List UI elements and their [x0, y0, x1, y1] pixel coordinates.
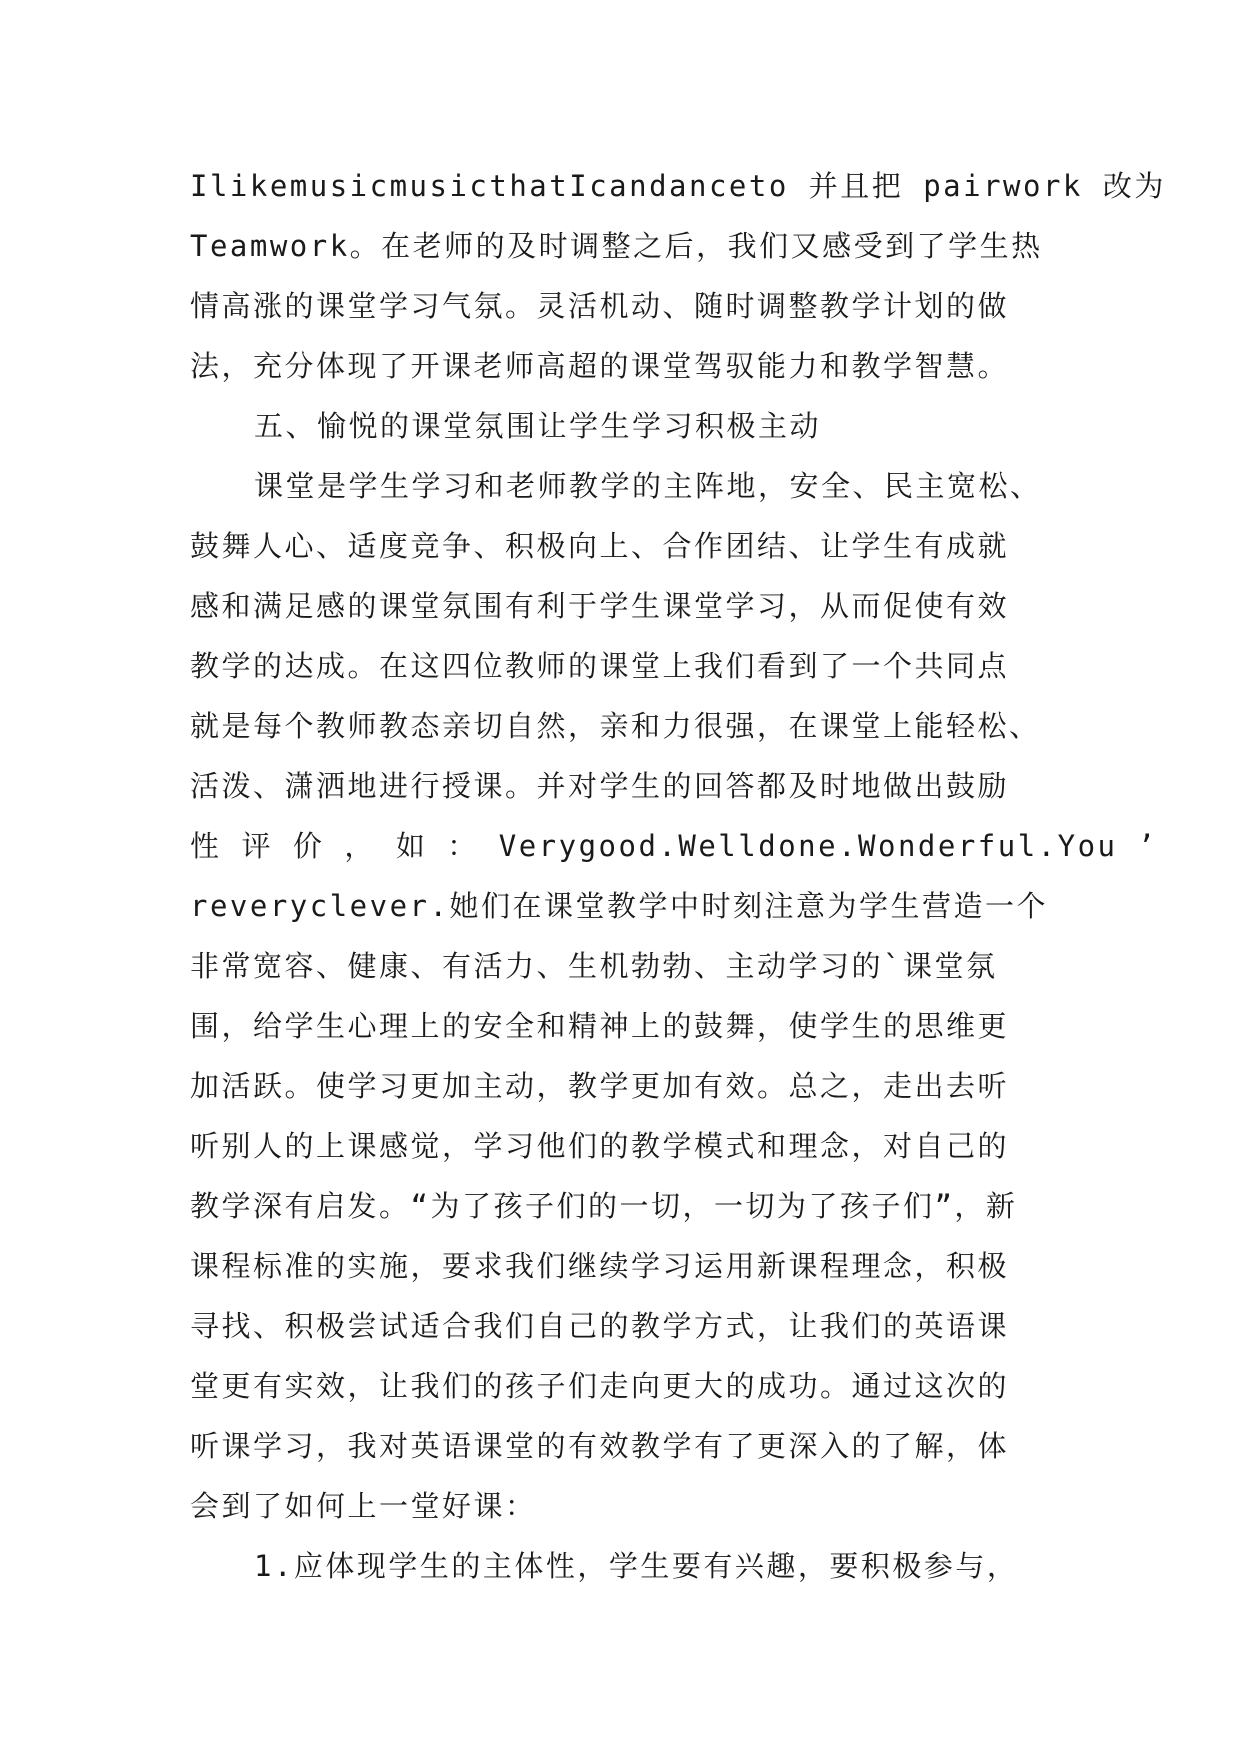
text-line: 课程标准的实施，要求我们继续学习运用新课程理念，积极	[190, 1249, 1010, 1283]
section-heading: 五、愉悦的课堂氛围让学生学习积极主动	[254, 409, 822, 443]
text-line: 活泼、潇洒地进行授课。并对学生的回答都及时地做出鼓励	[190, 769, 1010, 803]
text-line: 教学深有启发。“为了孩子们的一切，一切为了孩子们”，新	[190, 1189, 1018, 1223]
text-line: 教学的达成。在这四位教师的课堂上我们看到了一个共同点	[190, 649, 1010, 683]
text-line: 鼓舞人心、适度竞争、积极向上、合作团结、让学生有成就	[190, 529, 1010, 563]
text-line: 性 评 价 ， 如 ： Verygood.Welldone.Wonderful.You ’	[190, 829, 1158, 863]
text-line: 非常宽容、健康、有活力、生机勃勃、主动学习的`课堂氛	[190, 949, 998, 983]
text-line: Teamwork。在老师的及时调整之后，我们又感受到了学生热	[190, 229, 1043, 263]
text-line: 听别人的上课感觉，学习他们的教学模式和理念，对自己的	[190, 1129, 1010, 1163]
text-line: reveryclever.她们在课堂教学中时刻注意为学生营造一个	[190, 889, 1048, 923]
list-item: 1.应体现学生的主体性，学生要有兴趣，要积极参与，	[254, 1549, 1019, 1583]
text-line: 感和满足感的课堂氛围有利于学生课堂学习，从而促使有效	[190, 589, 1010, 623]
text-line: 听课学习，我对英语课堂的有效教学有了更深入的了解，体	[190, 1429, 1010, 1463]
text-line: 法，充分体现了开课老师高超的课堂驾驭能力和教学智慧。	[190, 349, 1010, 383]
text-line: 加活跃。使学习更加主动，教学更加有效。总之，走出去听	[190, 1069, 1010, 1103]
text-line: 会到了如何上一堂好课：	[190, 1489, 537, 1523]
text-line: IlikemusicmusicthatIcandanceto 并且把 pairwork 改为	[190, 169, 1166, 203]
text-line: 课堂是学生学习和老师教学的主阵地，安全、民主宽松、	[254, 469, 1042, 503]
text-line: 情高涨的课堂学习气氛。灵活机动、随时调整教学计划的做	[190, 289, 1010, 323]
text-line: 寻找、积极尝试适合我们自己的教学方式，让我们的英语课	[190, 1309, 1010, 1343]
text-line: 就是每个教师教态亲切自然，亲和力很强，在课堂上能轻松、	[190, 709, 1041, 743]
text-line: 堂更有实效，让我们的孩子们走向更大的成功。通过这次的	[190, 1369, 1010, 1403]
text-line: 围，给学生心理上的安全和精神上的鼓舞，使学生的思维更	[190, 1009, 1010, 1043]
